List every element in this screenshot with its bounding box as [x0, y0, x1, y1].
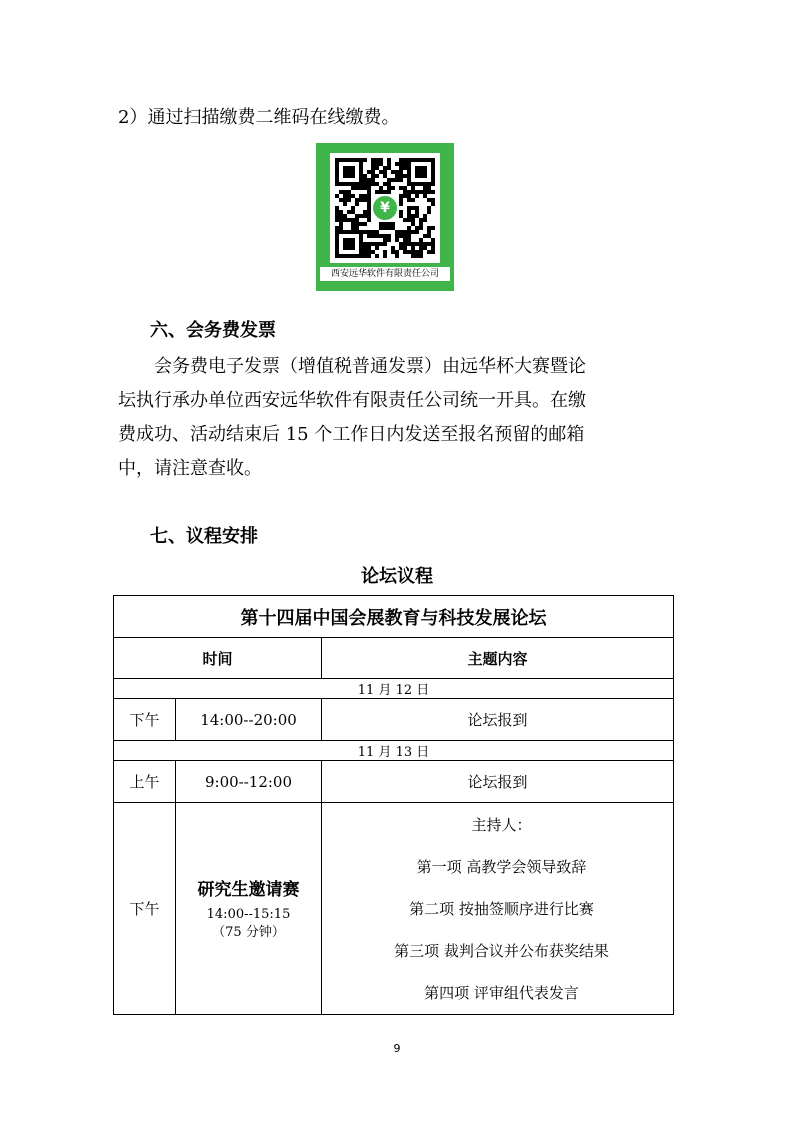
contest-title: 研究生邀请赛 [197, 880, 300, 900]
program-item: 第三项 裁判合议并公布获奖结果 [394, 942, 609, 960]
table-row [114, 761, 674, 803]
table-row [114, 741, 674, 761]
section6-line-2: 坛执行承办单位西安远华软件有限责任公司统一开具。在缴 [118, 390, 586, 411]
qr-code-icon [330, 153, 440, 263]
program-list [322, 803, 674, 1015]
contest-time: 14:00--15:15 [206, 907, 291, 922]
agenda-title: 第十四届中国会展教育与科技发展论坛 [114, 596, 674, 638]
table-row [114, 803, 674, 1015]
section6-line-4: 中，请注意查收。 [118, 458, 262, 479]
contest-duration: （75 分钟） [212, 925, 285, 940]
date-row-2: 11 月 13 日 [114, 741, 674, 761]
period-cell: 下午 [114, 699, 176, 741]
table-row [114, 596, 674, 638]
page-number: 9 [393, 1042, 401, 1055]
period-cell: 上午 [114, 761, 176, 803]
agenda-caption: 论坛议程 [361, 566, 433, 587]
topic-cell: 论坛报到 [322, 699, 674, 741]
period-cell: 下午 [114, 803, 176, 1015]
time-cell: 9:00--12:00 [176, 761, 322, 803]
time-cell: 14:00--20:00 [176, 699, 322, 741]
section6-line-1: 会务费电子发票（增值税普通发票）由远华杯大赛暨论 [154, 356, 586, 377]
intro-line: 2）通过扫描缴费二维码在线缴费。 [118, 107, 400, 128]
section7-heading: 七、议程安排 [150, 526, 258, 547]
program-item: 第二项 按抽签顺序进行比赛 [409, 900, 594, 918]
payment-qr-code [316, 143, 454, 291]
yen-icon: ¥ [371, 194, 399, 222]
program-item: 主持人： [471, 816, 532, 834]
date-row-1: 11 月 12 日 [114, 679, 674, 699]
table-row [114, 699, 674, 741]
table-row [114, 638, 674, 679]
program-item: 第四项 评审组代表发言 [424, 984, 579, 1002]
table-row [114, 679, 674, 699]
program-item: 第一项 高教学会领导致辞 [416, 858, 587, 876]
section6-line-3: 费成功、活动结束后 15 个工作日内发送至报名预留的邮箱 [118, 424, 585, 445]
section6-heading: 六、会务费发票 [150, 320, 276, 341]
column-header-time: 时间 [114, 638, 322, 679]
contest-cell [176, 803, 322, 1015]
agenda-table [113, 595, 674, 1015]
topic-cell: 论坛报到 [322, 761, 674, 803]
column-header-topic: 主题内容 [322, 638, 674, 679]
qr-caption: 西安远华软件有限责任公司 [320, 267, 450, 281]
